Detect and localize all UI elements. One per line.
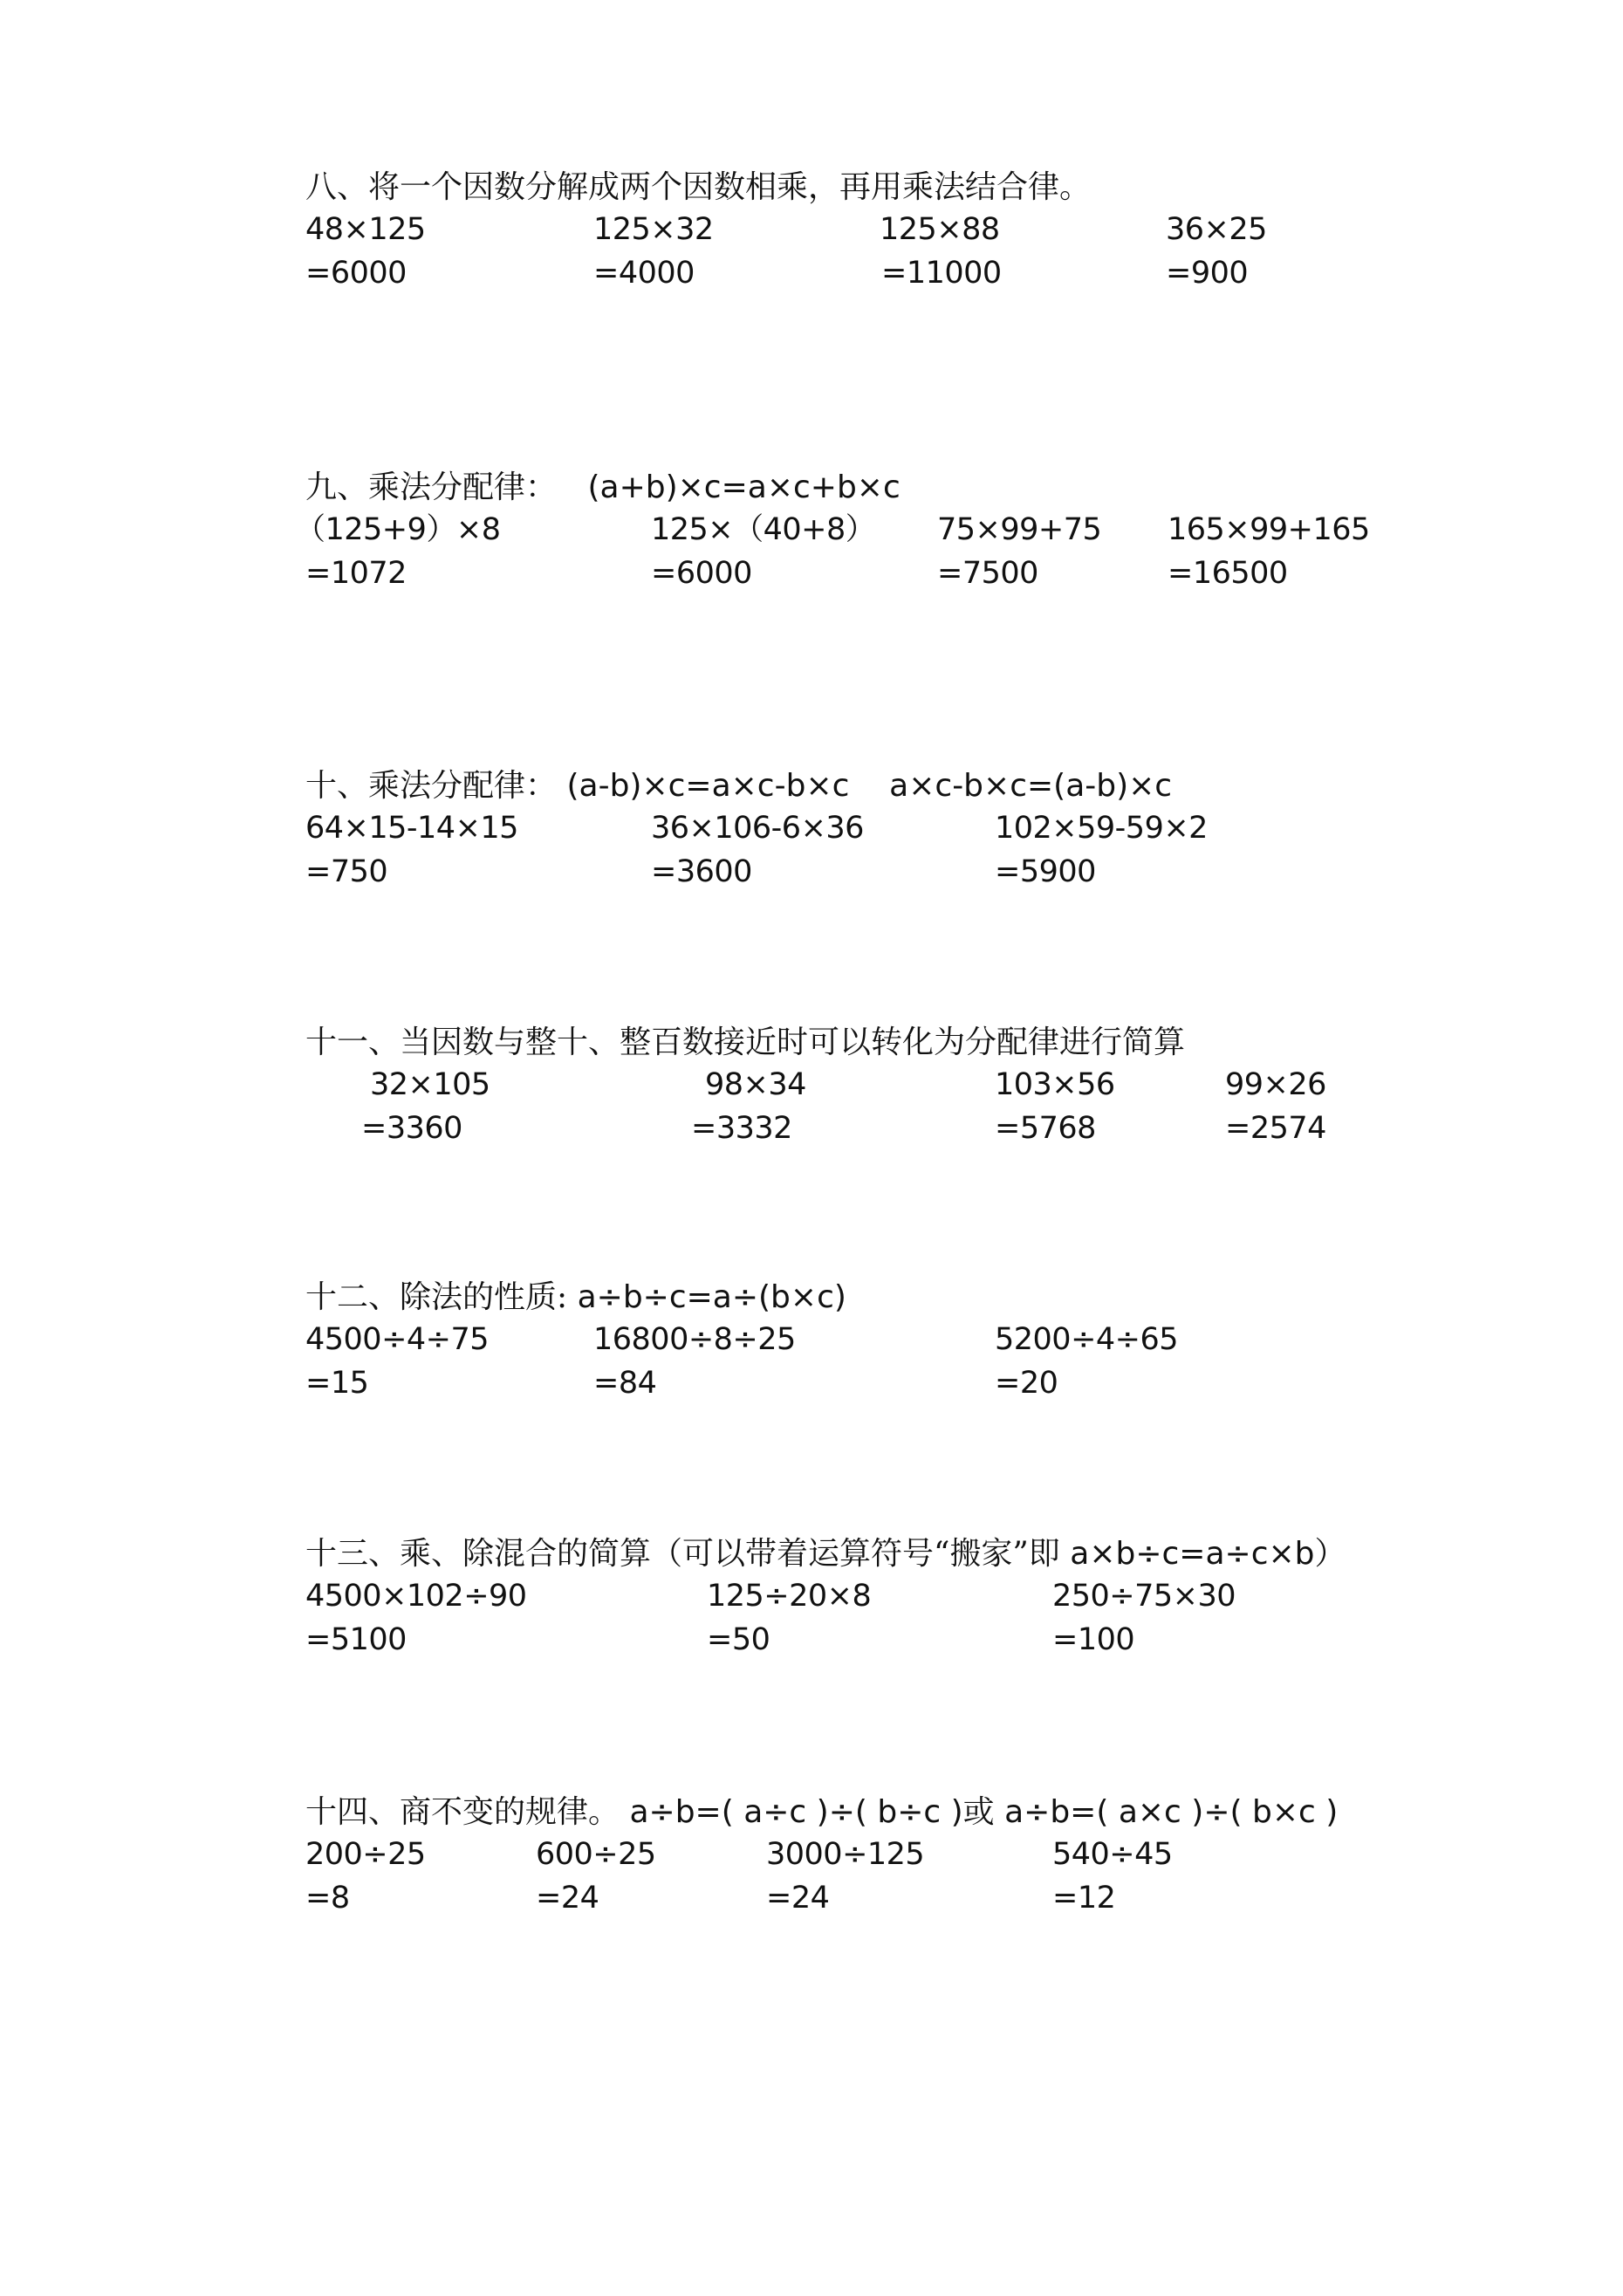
expression: 200÷25 xyxy=(305,1837,426,1872)
section-11 xyxy=(0,1021,1623,1152)
answer: =4000 xyxy=(593,256,695,291)
expression: 99×26 xyxy=(1225,1067,1326,1102)
section-14 xyxy=(0,1791,1623,1922)
answer: =24 xyxy=(536,1881,599,1916)
section-title: 十一、当因数与整十、整百数接近时可以转化为分配律进行简算 xyxy=(305,1025,1186,1060)
answer: =1072 xyxy=(305,556,407,591)
expression: 36×25 xyxy=(1166,212,1267,247)
expression: 48×125 xyxy=(305,212,426,247)
answer: =8 xyxy=(305,1881,350,1916)
expression: 36×106-6×36 xyxy=(651,811,864,846)
answer: =900 xyxy=(1166,256,1249,291)
answer: =5900 xyxy=(995,854,1096,889)
expression: 125×32 xyxy=(593,212,714,247)
expression: 540÷45 xyxy=(1052,1837,1173,1872)
answer: =3600 xyxy=(651,854,752,889)
section-title-formula: a×b÷c=a÷c×b） xyxy=(1070,1536,1346,1572)
section-title-formula: (a+b)×c=a×c+b×c xyxy=(587,469,901,505)
expression: 3000÷125 xyxy=(766,1837,925,1872)
expression: 64×15-14×15 xyxy=(305,811,518,846)
answer: =15 xyxy=(305,1366,369,1401)
answer: =5768 xyxy=(995,1111,1096,1146)
answer: =5100 xyxy=(305,1622,407,1657)
section-12 xyxy=(0,1276,1623,1407)
section-title xyxy=(305,1276,846,1319)
expression: 103×56 xyxy=(995,1067,1115,1102)
expression: 125÷20×8 xyxy=(707,1579,872,1614)
answer: =750 xyxy=(305,854,388,889)
section-13 xyxy=(0,1532,1623,1663)
section-title-formula: (a-b)×c=a×c-b×c a×c-b×c=(a-b)×c xyxy=(566,768,1173,804)
expression: 125×（40+8） xyxy=(651,512,876,547)
answer: =16500 xyxy=(1168,556,1288,591)
answer: =7500 xyxy=(937,556,1038,591)
expression: 102×59-59×2 xyxy=(995,811,1208,846)
answer: =3360 xyxy=(361,1111,462,1146)
section-10 xyxy=(0,764,1623,895)
expression: 75×99+75 xyxy=(937,512,1102,547)
section-title-text: 十、乘法分配律： xyxy=(305,768,558,804)
section-title xyxy=(305,764,1172,808)
expression: 4500×102÷90 xyxy=(305,1579,527,1614)
expression: 16800÷8÷25 xyxy=(593,1322,796,1357)
answer: =12 xyxy=(1052,1881,1116,1916)
answer: =84 xyxy=(593,1366,657,1401)
section-title-text: 十三、乘、除混合的简算（可以带着运算符号“搬家”即 xyxy=(305,1536,1060,1572)
section-title-text: 九、乘法分配律： xyxy=(305,469,558,505)
expression: 250÷75×30 xyxy=(1052,1579,1236,1614)
expression: 165×99+165 xyxy=(1168,512,1370,547)
answer: =6000 xyxy=(651,556,752,591)
expression: 98×34 xyxy=(705,1067,806,1102)
answer: =2574 xyxy=(1225,1111,1326,1146)
section-title xyxy=(305,466,901,510)
section-title-formula: a÷b=( a÷c )÷( b÷c )或 a÷b=( a×c )÷( b×c ) xyxy=(629,1794,1339,1830)
answer: =50 xyxy=(707,1622,770,1657)
expression: 600÷25 xyxy=(536,1837,656,1872)
section-title xyxy=(305,1791,1338,1834)
answer: =100 xyxy=(1052,1622,1135,1657)
section-8 xyxy=(0,166,1623,297)
answer: =20 xyxy=(995,1366,1058,1401)
expression: 125×88 xyxy=(880,212,1000,247)
answer: =3332 xyxy=(691,1111,792,1146)
section-title: 八、将一个因数分解成两个因数相乘，再用乘法结合律。 xyxy=(305,169,1092,205)
section-title-text: 十二、除法的性质: xyxy=(305,1279,568,1315)
section-title-text: 十四、商不变的规律。 xyxy=(305,1794,620,1830)
expression: 5200÷4÷65 xyxy=(995,1322,1179,1357)
answer: =6000 xyxy=(305,256,407,291)
section-title xyxy=(305,1532,1346,1576)
answer: =24 xyxy=(766,1881,830,1916)
section-9 xyxy=(0,466,1623,597)
expression: 32×105 xyxy=(370,1067,490,1102)
section-title-formula: a÷b÷c=a÷(b×c) xyxy=(577,1279,846,1315)
expression: （125+9）×8 xyxy=(295,512,501,547)
expression: 4500÷4÷75 xyxy=(305,1322,490,1357)
answer: =11000 xyxy=(881,256,1002,291)
